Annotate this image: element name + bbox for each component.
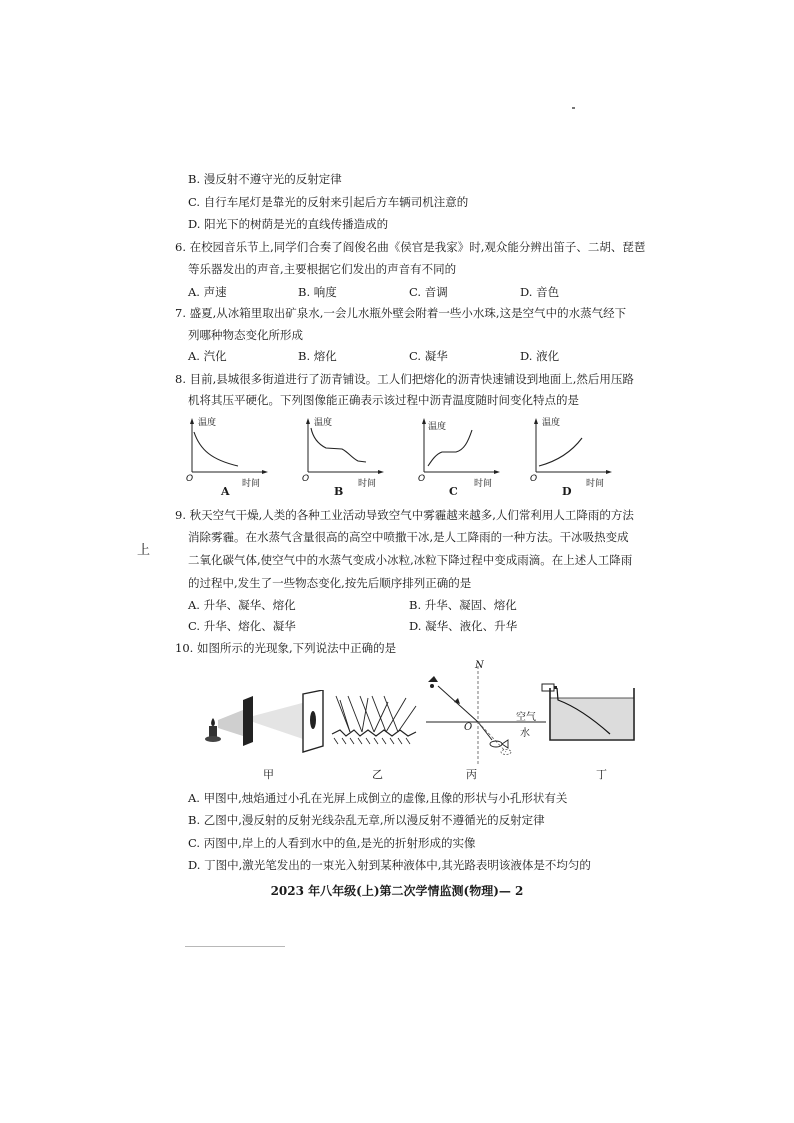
graph-d-label: D [562,485,572,498]
q5-option-c: C. 自行车尾灯是靠光的反射来引起后方车辆司机注意的 [188,195,469,209]
q7-option-b: B. 熔化 [298,349,337,363]
figure-ding [540,680,640,754]
q10-option-a: A. 甲图中,烛焰通过小孔在光屏上成倒立的虚像,且像的形状与小孔形状有关 [188,791,568,805]
air-label: 空气 [516,712,536,723]
figure-bing [420,660,550,774]
q8-stem-line1: 8. 目前,县城很多街道进行了沥青铺设。工人们把熔化的沥青快速铺设到地面上,然后用压路 [175,372,634,386]
figure-bing-label: 丙 [466,768,477,781]
q10-option-c: C. 丙图中,岸上的人看到水中的鱼,是光的折射形成的实像 [188,836,476,850]
q8-graph-a [186,416,268,489]
q7-option-a: A. 汽化 [188,349,227,363]
graph-b-label: B [334,485,344,498]
graph-d-origin: O [530,474,538,484]
graph-b-origin: O [302,474,310,484]
graph-c-y-label: 温度 [428,422,447,432]
figure-yi [330,692,420,756]
q8-stem-line2: 机将其压平硬化。下列图像能正确表示该过程中沥青温度随时间变化特点的是 [188,393,579,407]
q9-option-d: D. 凝华、液化、升华 [409,619,518,633]
q5-option-b: B. 漫反射不遵守光的反射定律 [188,172,342,186]
graph-b-y-label: 温度 [314,418,333,428]
q6-option-a: A. 声速 [188,285,227,299]
q7-option-c: C. 凝华 [409,349,448,363]
figure-jia [198,690,338,764]
point-o-label: O [464,722,473,733]
scan-artifact-line [185,946,285,947]
graph-d-x-label: 时间 [586,479,605,489]
q6-option-d: D. 音色 [520,285,560,299]
graph-a-x-label: 时间 [242,479,261,489]
q10-option-b: B. 乙图中,漫反射的反射光线杂乱无章,所以漫反射不遵循光的反射定律 [188,813,545,827]
q6-option-c: C. 音调 [409,285,448,299]
scan-speck [572,107,575,109]
q7-stem-line2: 列哪种物态变化所形成 [188,328,303,342]
q8-graph-c [418,416,500,489]
figure-jia-label: 甲 [263,768,274,781]
graph-d-y-label: 温度 [542,418,561,428]
pinhole-camera-diagram [198,690,338,760]
q9-stem-line1: 9. 秋天空气干燥,人类的各种工业活动导致空气中雾霾越来越多,人们常利用人工降雨的方法 [175,508,634,522]
graph-c-x-label: 时间 [474,479,493,489]
q9-option-b: B. 升华、凝固、熔化 [409,598,517,612]
laser-tank-diagram [540,680,640,750]
margin-mark: 上 [137,543,151,558]
diffuse-reflection-diagram [330,692,420,752]
page-footer: 2023 年八年级(上)第二次学情监测(物理)— 2 [270,884,524,898]
q6-option-b: B. 响度 [298,285,337,299]
q7-option-d: D. 液化 [520,349,560,363]
water-label: 水 [520,728,530,739]
graph-b-x-label: 时间 [358,479,377,489]
q5-option-d: D. 阳光下的树荫是光的直线传播造成的 [188,217,389,231]
graph-c-label: C [449,485,458,498]
q9-stem-line4: 的过程中,发生了一些物态变化,按先后顺序排列正确的是 [188,576,472,590]
q9-stem-line2: 消除雾霾。在水蒸气含量很高的高空中喷撒干冰,是人工降雨的一种方法。干冰吸热变成 [188,530,629,544]
q10-stem: 10. 如图所示的光现象,下列说法中正确的是 [175,641,397,655]
normal-label: N [475,660,484,671]
q9-option-c: C. 升华、熔化、凝华 [188,619,296,633]
graph-a-y-label: 温度 [198,418,217,428]
q9-stem-line3: 二氧化碳气体,使空气中的水蒸气变成小冰粒,冰粒下降过程中变成雨滴。在上述人工降雨 [188,553,633,567]
graph-a-label: A [221,485,230,498]
graph-a-origin: O [186,474,194,484]
figure-ding-label: 丁 [596,768,607,781]
q8-graph-b [302,416,384,489]
q7-stem-line1: 7. 盛夏,从冰箱里取出矿泉水,一会儿水瓶外壁会附着一些小水珠,这是空气中的水蒸气经下 [175,306,627,320]
q6-stem-line2: 等乐器发出的声音,主要根据它们发出的声音有不同的 [188,262,457,276]
q9-option-a: A. 升华、凝华、熔化 [188,598,296,612]
q6-stem-line1: 6. 在校园音乐节上,同学们合奏了阎俊名曲《侯官是我家》时,观众能分辨出笛子、二胡、琵琶 [175,240,646,254]
q10-option-d: D. 丁图中,激光笔发出的一束光入射到某种液体中,其光路表明该液体是不均匀的 [188,858,591,872]
figure-yi-label: 乙 [372,768,383,781]
graph-c-origin: O [418,474,426,484]
q8-graph-d [530,416,612,489]
